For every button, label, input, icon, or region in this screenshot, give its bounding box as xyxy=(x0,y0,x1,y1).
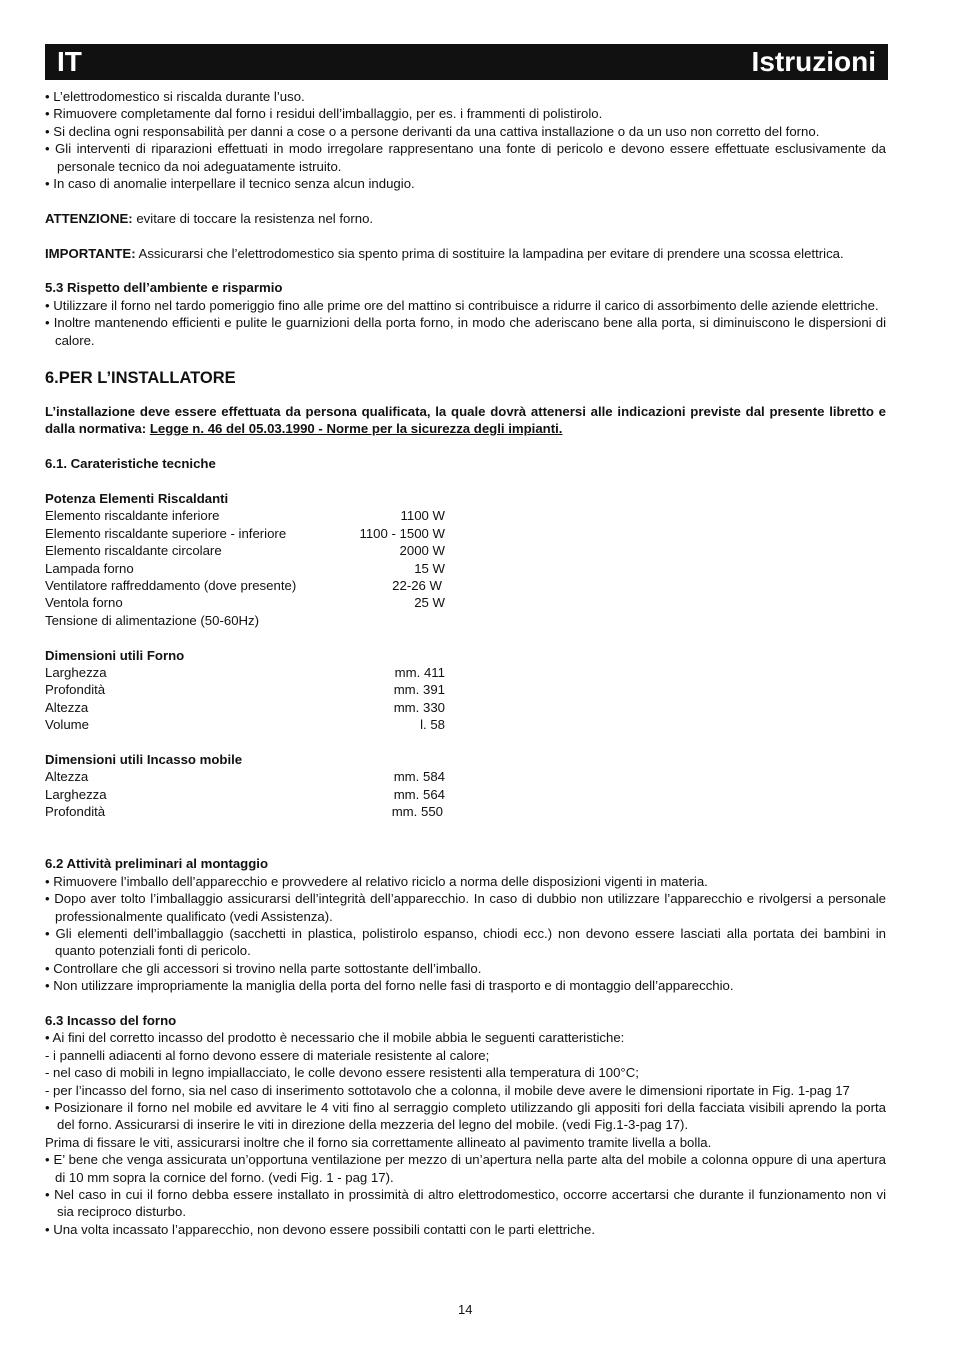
list-item: • Nel caso in cui il forno debba essere installato in prossimità di altro elettrodomestico, occorre accertarsi che durante il funzionamento non vi sia reciproco disturbo. xyxy=(45,1187,886,1220)
spec-value: 1100 W xyxy=(400,508,445,524)
spec-row xyxy=(45,560,445,577)
spec-row xyxy=(45,803,445,820)
spec-label: Profondità xyxy=(45,682,106,698)
list-item: • In caso di anomalie interpellare il tecnico senza alcun indugio. xyxy=(45,176,415,192)
section-heading-6-2: 6.2 Attività preliminari al montaggio xyxy=(45,856,269,872)
spec-label: Ventola forno xyxy=(45,595,123,611)
spec-row xyxy=(45,577,445,594)
section-heading-5-3: 5.3 Rispetto dell’ambiente e risparmio xyxy=(45,280,283,296)
spec-label: Tensione di alimentazione (50-60Hz) xyxy=(45,612,260,628)
list-item: • Controllare che gli accessori si trovino nella parte sottostante dell’imballo. xyxy=(45,960,482,976)
spec-value: 15 W xyxy=(414,560,445,576)
list-item: • Ai fini del corretto incasso del prodotto è necessario che il mobile abbia le seguenti caratteristiche: xyxy=(45,1030,625,1046)
language-code: IT xyxy=(57,46,82,77)
installer-intro-text: L’installazione deve essere effettuata da persona qualificata, la quale dovrà attenersi alle indicazioni previste dal presente libretto e dalla normativa: xyxy=(45,404,886,437)
list-item: • Rimuovere l’imballo dell’apparecchio e provvedere al relativo riciclo a norma delle disposizioni vigenti in materia. xyxy=(45,873,708,889)
attention-note xyxy=(45,210,886,227)
list-item: • Posizionare il forno nel mobile ed avvitare le 4 viti fino al serraggio completo utilizzando gli appositi fori della facciata visibili aprendo la porta del forno. Assicurarsi di inserire le viti in direzione della mezzeria del legno del mobile. (vedi Fig.1-3-pag 17). xyxy=(45,1099,886,1133)
spec-label: Larghezza xyxy=(45,664,107,680)
spec-row xyxy=(45,768,445,785)
list-item: • Gli elementi dell’imballaggio (sacchetti in plastica, polistirolo espanso, chiodi ecc.) non devono essere lasciati alla portata dei bambini in quanto potenziali fonti di pericolo. xyxy=(45,925,886,959)
spec-label: Altezza xyxy=(45,769,89,785)
spec-label: Lampada forno xyxy=(45,560,134,576)
oven-dimensions-list xyxy=(45,664,886,734)
page-number: 14 xyxy=(458,1302,473,1317)
list-item: • E’ bene che venga assicurata un’opportuna ventilazione per mezzo di un’apertura nella parte alta del mobile a colonna oppure di una apertura di 10 mm sopra la cornice del forno. (vedi Fig. 1 - pag 17). xyxy=(45,1152,886,1185)
list-item: • Gli interventi di riparazioni effettuati in modo irregolare rappresentano una fonte di pericolo e devono essere effettuate esclusivamente da personale tecnico da noi adeguatamente istruito. xyxy=(45,141,886,174)
cabinet-dimensions-list xyxy=(45,768,886,820)
page xyxy=(45,0,886,1350)
spec-value: 25 W xyxy=(414,595,445,611)
spec-value: mm. 550 xyxy=(391,804,443,820)
list-item: • Utilizzare il forno nel tardo pomeriggio fino alle prime ore del mattino si contribuisce a ridurre il carico di assorbimento delle aziende elettriche. xyxy=(45,297,879,313)
spec-row xyxy=(45,594,445,611)
installer-intro xyxy=(45,403,886,438)
list-item: • Rimuovere completamente dal forno i residui dell’imballaggio, per es. i frammenti di polistirolo. xyxy=(45,106,603,122)
spec-row xyxy=(45,542,445,559)
spec-value: 22-26 W xyxy=(392,578,442,594)
spec-row xyxy=(45,507,445,524)
list-item: • Una volta incassato l’apparecchio, non devono essere possibili contatti con le parti elettriche. xyxy=(45,1221,596,1237)
spec-row xyxy=(45,664,445,681)
paragraph: Prima di fissare le viti, assicurarsi inoltre che il forno sia correttamente allineato al pavimento tramite livella a bolla. xyxy=(45,1134,712,1150)
attention-label: ATTENZIONE: xyxy=(45,210,133,226)
spec-row xyxy=(45,786,445,803)
attention-text: evitare di toccare la resistenza nel forno. xyxy=(132,210,374,226)
cabinet-dimensions-heading: Dimensioni utili Incasso mobile xyxy=(45,751,243,767)
list-item: • Si declina ogni responsabilità per danni a cose o a persone derivanti da una cattiva installazione o da un uso non corretto del forno. xyxy=(45,123,820,139)
section-heading-6-1: 6.1. Carateristiche tecniche xyxy=(45,456,216,472)
important-text: Assicurarsi che l’elettrodomestico sia spento prima di sostituire la lampadina per evitare di prendere una scossa elettrica. xyxy=(135,245,844,261)
power-heading: Potenza Elementi Riscaldanti xyxy=(45,491,229,507)
spec-value: mm. 391 xyxy=(393,682,445,698)
spec-label: Altezza xyxy=(45,699,89,715)
spec-label: Ventilatore raffreddamento (dove presente) xyxy=(45,578,297,594)
list-item: • Non utilizzare impropriamente la maniglia della porta del forno nelle fasi di trasporto e di montaggio dell’apparecchio. xyxy=(45,978,734,994)
spec-value: mm. 411 xyxy=(394,664,445,680)
list-item: • Inoltre mantenendo efficienti e pulite le guarnizioni della porta forno, in modo che aderiscano bene alla porta, si diminuiscono le dispersioni di calore. xyxy=(45,315,886,348)
spec-value: 2000 W xyxy=(399,543,445,559)
list-item: • L’elettrodomestico si riscalda durante l’uso. xyxy=(45,89,305,104)
oven-dimensions-heading: Dimensioni utili Forno xyxy=(45,647,185,663)
spec-value: mm. 564 xyxy=(393,786,445,802)
spec-label: Elemento riscaldante superiore - inferiore xyxy=(45,525,287,541)
spec-row xyxy=(45,612,445,629)
document-body xyxy=(45,88,886,1238)
section-heading-6-3: 6.3 Incasso del forno xyxy=(45,1012,177,1028)
page-title: Istruzioni xyxy=(751,46,876,77)
spec-row xyxy=(45,681,445,698)
section-heading-6: 6.PER L’INSTALLATORE xyxy=(45,369,236,388)
spec-label: Elemento riscaldante inferiore xyxy=(45,508,220,524)
spec-label: Larghezza xyxy=(45,786,107,802)
page-header-bar xyxy=(45,44,888,80)
spec-row xyxy=(45,716,445,733)
spec-label: Profondità xyxy=(45,804,106,820)
spec-value: 1100 - 1500 W xyxy=(359,525,445,541)
intro-list xyxy=(45,88,886,192)
spec-label: Volume xyxy=(45,717,89,733)
power-spec-list xyxy=(45,507,886,629)
spec-row xyxy=(45,699,445,716)
spec-row xyxy=(45,525,445,542)
spec-value: mm. 584 xyxy=(393,769,445,785)
important-label: IMPORTANTE: xyxy=(45,245,136,261)
list-item: • Dopo aver tolto l’imballaggio assicurarsi dell’integrità dell’apparecchio. In caso di dubbio non utilizzare l’apparecchio e rivolgersi a personale professionalmente qualificato (vedi Assistenza). xyxy=(45,891,886,924)
spec-value: mm. 330 xyxy=(393,699,445,715)
law-reference: Legge n. 46 del 05.03.1990 - Norme per la sicurezza degli impianti. xyxy=(149,421,563,437)
spec-label: Elemento riscaldante circolare xyxy=(45,543,222,559)
list-item: - i pannelli adiacenti al forno devono essere di materiale resistente al calore; xyxy=(45,1047,490,1063)
important-note xyxy=(45,245,886,262)
spec-value: l. 58 xyxy=(420,717,445,733)
list-item: - nel caso di mobili in legno impiallacciato, le colle devono essere resistenti alla temperatura di 100°C; xyxy=(45,1065,639,1081)
list-item: - per l’incasso del forno, sia nel caso di inserimento sottotavolo che a colonna, il mobile deve avere le dimensioni riportate in Fig. 1-pag 17 xyxy=(45,1082,850,1098)
